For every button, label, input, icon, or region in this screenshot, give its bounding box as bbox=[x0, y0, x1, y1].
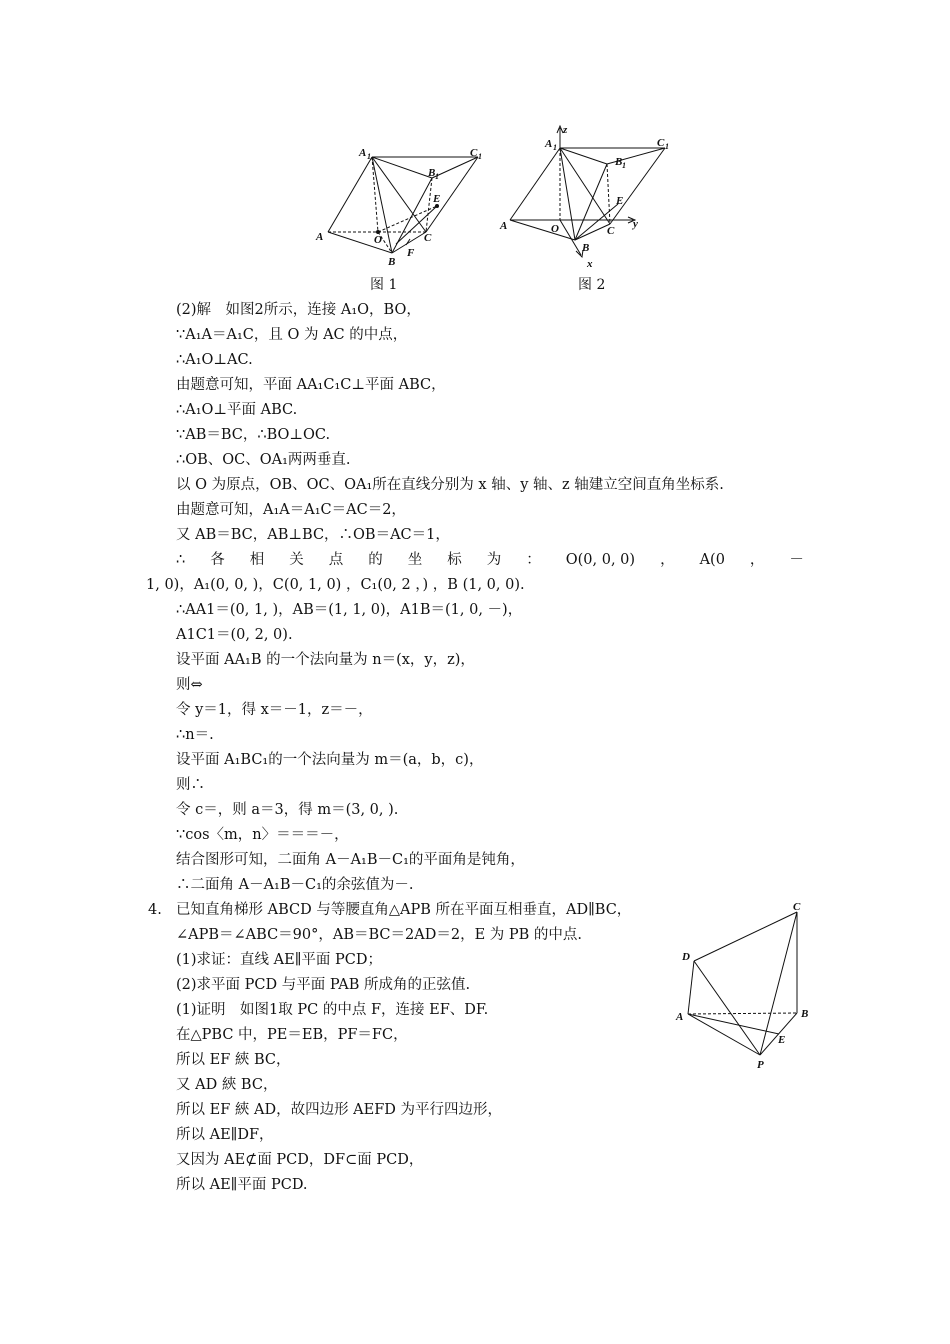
text-line: ∵AB＝BC，∴BO⊥OC. bbox=[176, 427, 331, 443]
label-A1: A bbox=[545, 138, 553, 150]
text-line: 设平面 AA₁B 的一个法向量为 n＝(x，y，z)， bbox=[176, 652, 475, 668]
label-B1-sub: 1 bbox=[622, 161, 626, 170]
label-A1-sub: 1 bbox=[367, 152, 371, 161]
label-E: E bbox=[616, 195, 624, 207]
label-C1-sub: 1 bbox=[478, 152, 482, 161]
text-line: ∵A₁A＝A₁C，且 O 为 AC 的中点， bbox=[176, 327, 408, 343]
label-x-axis: x bbox=[587, 258, 593, 270]
text-line: 由题意可知，A₁A＝A₁C＝AC＝2， bbox=[176, 502, 406, 518]
text-line: 在△PBC 中，PE＝EB，PF＝FC， bbox=[176, 1027, 408, 1043]
text-line: 以 O 为原点，OB、OC、OA₁所在直线分别为 x 轴、y 轴、z 轴建立空间直角坐标系. bbox=[176, 477, 724, 493]
text-line: (1)证明 如图1取 PC 的中点 F，连接 EF、DF. bbox=[176, 1002, 489, 1018]
text-line: 所以 AE∥平面 PCD. bbox=[176, 1177, 308, 1193]
label-E: E bbox=[433, 193, 441, 205]
text-line: 设平面 A₁BC₁的一个法向量为 m＝(a，b，c)， bbox=[176, 752, 484, 768]
figure-3-pyramid-diagram bbox=[672, 900, 822, 1075]
label-C: C bbox=[793, 901, 801, 913]
label-B1: B bbox=[428, 167, 436, 179]
text-line: 所以 EF 綊 BC， bbox=[176, 1052, 291, 1068]
label-C1-sub: 1 bbox=[665, 142, 669, 151]
label-A: A bbox=[500, 220, 508, 232]
label-O: O bbox=[551, 223, 559, 235]
label-E: E bbox=[778, 1034, 786, 1046]
text-line: 结合图形可知，二面角 A－A₁B－C₁的平面角是钝角， bbox=[176, 852, 525, 868]
text-line: (1)求证：直线 AE∥平面 PCD； bbox=[176, 952, 382, 968]
text-line: 1, 0)，A₁(0, 0, )，C(0, 1, 0) ，C₁(0, 2 ，) ，B (1, 0, 0). bbox=[146, 577, 525, 593]
text-line: ∴A₁O⊥AC. bbox=[176, 352, 253, 368]
text-line: ∴二面角 A－A₁B－C₁的余弦值为－. bbox=[176, 877, 414, 893]
label-B1: B bbox=[615, 156, 623, 168]
label-C1: C bbox=[657, 137, 665, 149]
label-A1-sub: 1 bbox=[553, 143, 557, 152]
label-B1-sub: 1 bbox=[435, 172, 439, 181]
text-line: 则∴ bbox=[176, 777, 205, 793]
label-z-axis: z bbox=[563, 124, 568, 136]
label-A: A bbox=[316, 231, 324, 243]
text-line: ∠APB＝∠ABC＝90°，AB＝BC＝2AD＝2，E 为 PB 的中点. bbox=[176, 927, 582, 943]
label-O: O bbox=[374, 234, 382, 246]
coordinates-line: ∴ 各 相 关 点 的 坐 标 为 ： O(0, 0, 0) ， A(0 ， － bbox=[176, 552, 804, 568]
label-P: P bbox=[757, 1059, 764, 1071]
label-F: F bbox=[407, 247, 415, 259]
text-line: 又 AB＝BC，AB⊥BC，∴OB＝AC＝1， bbox=[176, 527, 450, 543]
label-y-axis: y bbox=[633, 218, 638, 230]
label-C1: C bbox=[470, 147, 478, 159]
text-line: ∴n＝. bbox=[176, 727, 214, 743]
label-A: A bbox=[676, 1011, 684, 1023]
text-line: ∴AA1＝(0, 1, )，AB＝(1, 1, 0)，A1B＝(1, 0, －)， bbox=[176, 602, 523, 618]
text-line: 又因为 AE⊄面 PCD，DF⊂面 PCD， bbox=[176, 1152, 424, 1168]
text-line: ∴A₁O⊥平面 ABC. bbox=[176, 402, 298, 418]
text-line: ∴OB、OC、OA₁两两垂直. bbox=[176, 452, 351, 468]
figure-2-coordinate-diagram bbox=[495, 120, 695, 280]
text-line: 令 y＝1，得 x＝－1，z＝－， bbox=[176, 702, 373, 718]
text-line: 所以 AE∥DF， bbox=[176, 1127, 274, 1143]
label-B: B bbox=[388, 256, 396, 268]
label-A1: A bbox=[359, 147, 367, 159]
figure-2-caption: 图 2 bbox=[578, 277, 606, 293]
label-C: C bbox=[424, 232, 432, 244]
text-line: 则⇔ bbox=[176, 677, 203, 693]
label-B: B bbox=[801, 1008, 809, 1020]
text-line: 已知直角梯形 ABCD 与等腰直角△APB 所在平面互相垂直，AD∥BC， bbox=[176, 902, 632, 918]
text-line: 令 c＝，则 a＝3，得 m＝(3, 0, ). bbox=[176, 802, 399, 818]
text-line: (2)解 如图2所示，连接 A₁O，BO， bbox=[176, 302, 421, 318]
text-line: 所以 EF 綊 AD，故四边形 AEFD 为平行四边形， bbox=[176, 1102, 503, 1118]
label-C: C bbox=[607, 225, 615, 237]
text-line: 又 AD 綊 BC， bbox=[176, 1077, 278, 1093]
text-line: 由题意可知，平面 AA₁C₁C⊥平面 ABC， bbox=[176, 377, 446, 393]
figure-1-caption: 图 1 bbox=[370, 277, 398, 293]
label-B: B bbox=[582, 242, 590, 254]
question-number: 4. bbox=[148, 902, 162, 918]
figure-1-prism-diagram bbox=[310, 140, 510, 270]
text-line: A1C1＝(0, 2, 0). bbox=[176, 627, 293, 643]
text-line: (2)求平面 PCD 与平面 PAB 所成角的正弦值. bbox=[176, 977, 471, 993]
label-D: D bbox=[682, 951, 690, 963]
text-line: ∵cos〈m，n〉＝＝＝－， bbox=[176, 827, 349, 843]
